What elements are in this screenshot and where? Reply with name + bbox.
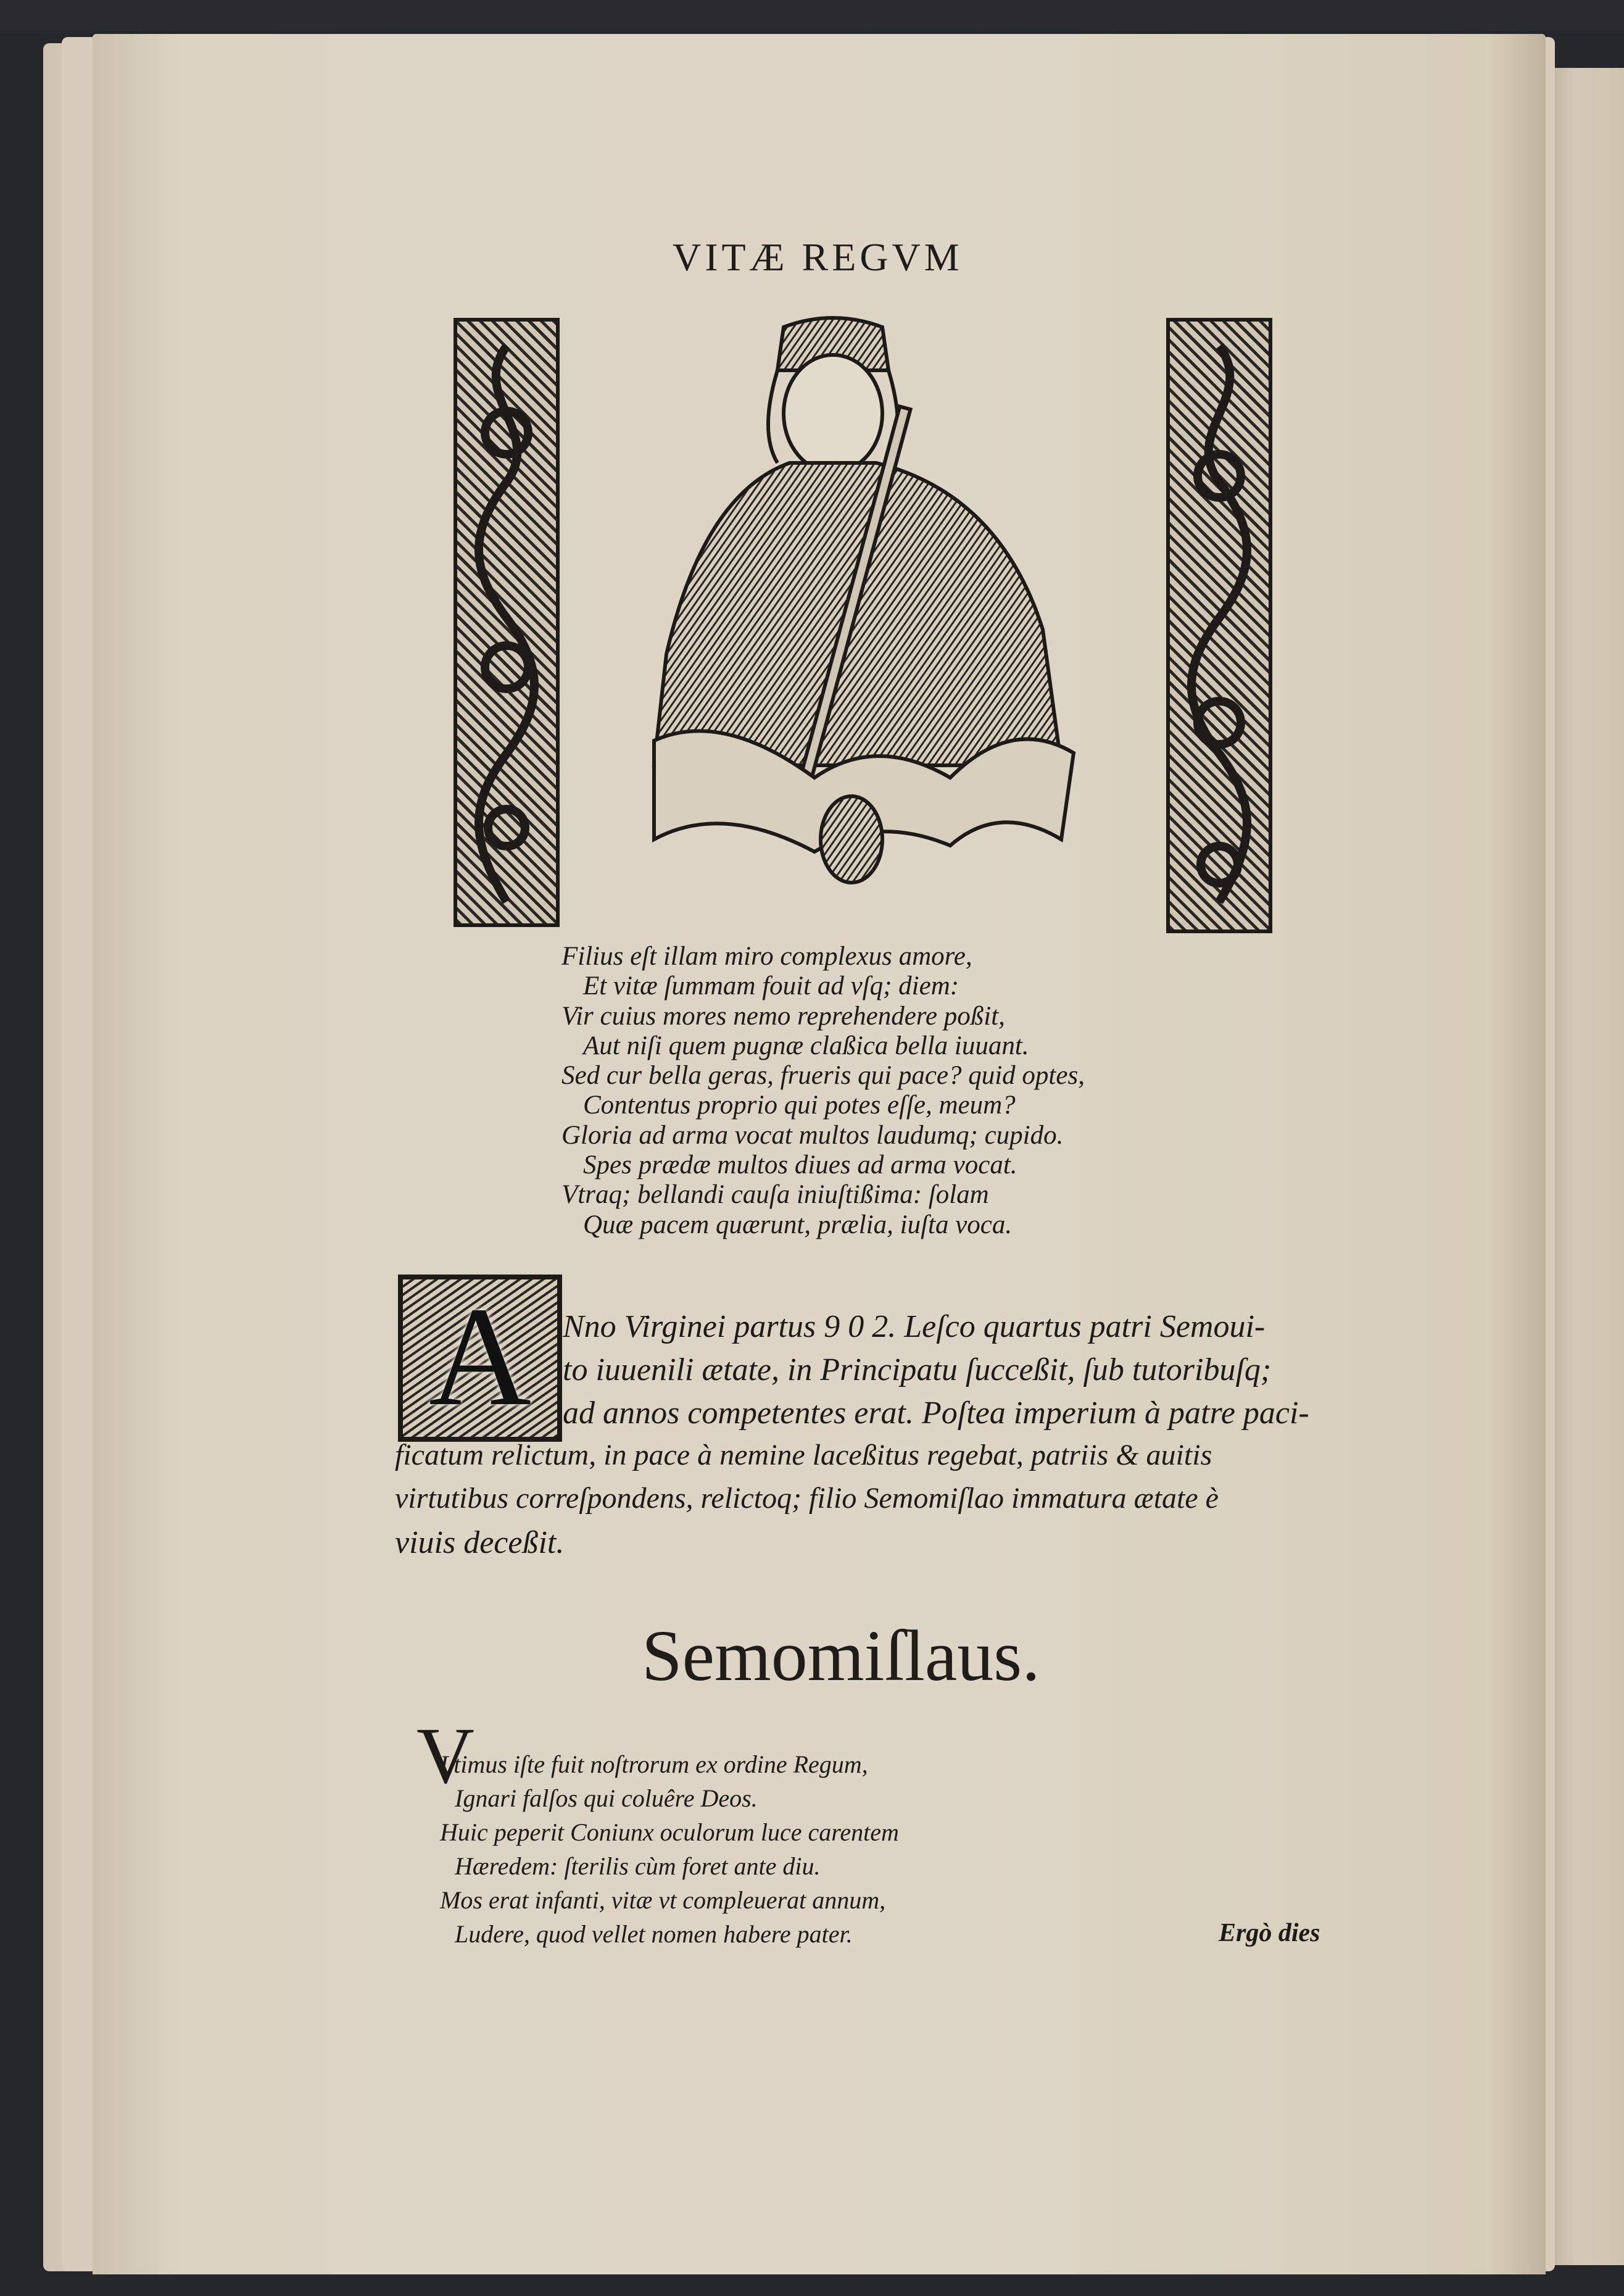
paragraph-line: to iuuenili ætate, in Principatu ſucceßit, ſub tutoribuſq; <box>563 1352 1272 1387</box>
poem-line: Quæ pacem quærunt, prælia, iuſta voca. <box>583 1210 1013 1239</box>
catchword: Ergò dies <box>1219 1919 1320 1947</box>
paragraph-line: virtutibus correſpondens, relictoq; filio Semomiſlao immatura ætate è <box>395 1482 1219 1515</box>
ornamental-border-left <box>454 318 560 927</box>
poem-line: Mos erat infanti, vitæ vt compleuerat annum, <box>440 1886 886 1914</box>
paragraph-line: viuis deceßit. <box>395 1525 565 1560</box>
poem-line: Ltimus iſte fuit noſtrorum ex ordine Regum, <box>440 1750 868 1778</box>
poem-line: Gloria ad arma vocat multos laudumq; cupido. <box>561 1121 1064 1150</box>
ornamental-border-right <box>1166 318 1272 933</box>
decorated-initial <box>398 1275 562 1442</box>
background <box>0 0 1624 31</box>
paragraph-line: ad annos competentes erat. Poſtea imperium à patre paci- <box>563 1395 1309 1431</box>
running-head: VITÆ REGVM <box>673 235 963 279</box>
section-heading: Semomiſlaus. <box>642 1615 1040 1696</box>
poem-line: Ignari falſos qui coluêre Deos. <box>455 1784 758 1812</box>
poem-line: Ludere, quod vellet nomen habere pater. <box>455 1920 853 1948</box>
paragraph-line: Nno Virginei partus 9 0 2. Leſco quartus patri Semoui- <box>563 1309 1266 1344</box>
initial-letter: V <box>416 1712 474 1800</box>
poem-line: Aut niſi quem pugnæ claßica bella iuuant. <box>583 1031 1029 1060</box>
poem-line: Contentus proprio qui potes eſſe, meum? <box>583 1091 1016 1120</box>
poem-line: Filius eſt illam miro complexus amore, <box>561 942 972 971</box>
poem-line: Vtraq; bellandi cauſa iniuſtißima: ſolam <box>561 1180 989 1209</box>
paragraph-line: ficatum relictum, in pace à nemine laceßitus regebat, patriis & auitis <box>395 1439 1212 1471</box>
poem-line: Hæredem: ſterilis cùm foret ante diu. <box>455 1852 821 1880</box>
poem-line: Vir cuius mores nemo reprehendere poßit, <box>561 1002 1005 1031</box>
poem-line: Et vitæ ſummam fouit ad vſq; diem: <box>583 971 959 1000</box>
poem-line: Huic peperit Coniunx oculorum luce carentem <box>440 1818 899 1846</box>
poem-line: Sed cur bella geras, frueris qui pace? quid optes, <box>561 1061 1085 1090</box>
poem-line: Spes prædæ multos diues ad arma vocat. <box>583 1150 1017 1179</box>
king-woodcut-portrait <box>629 309 1086 920</box>
initial-letter: A <box>428 1278 532 1435</box>
